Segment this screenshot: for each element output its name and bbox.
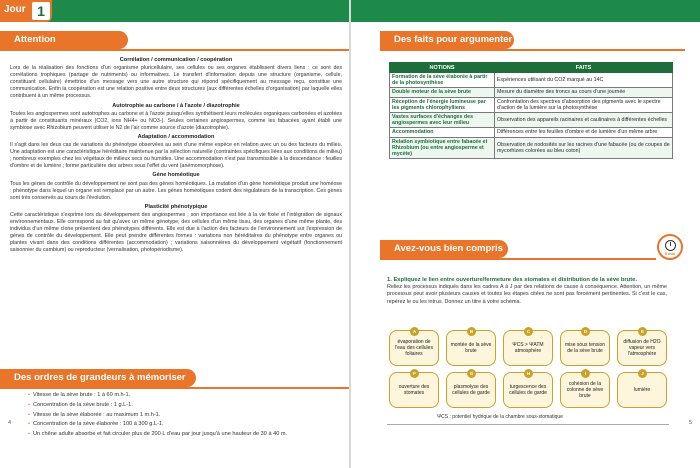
fait-cell: Observation de nodosités sur les racines d'une fabacée (ou de coupes de mycorhizes colorées au bleu coton) xyxy=(495,137,673,159)
card-letter: H xyxy=(524,369,533,378)
card-letter: D xyxy=(581,327,590,336)
notion-cell: Accommodation xyxy=(390,128,495,137)
notion-cell: Relation symbiotique entre fabacée et Rhizobium (ou entre angiosperme et mycète) xyxy=(390,137,495,159)
table-header-row xyxy=(390,63,673,73)
card-letter: I xyxy=(581,369,590,378)
section-heading-homeotique: Gène homéotique xyxy=(152,172,200,179)
fait-cell: Confrontation des spectres d'absorption des pigments avec le spectre d'action de la lumière sur la photosynthèse xyxy=(495,97,673,112)
list-item: • Vitesse de la sève brute : 1 à 60 m.h-1. xyxy=(28,391,328,401)
stopwatch-icon xyxy=(657,234,683,260)
table-row xyxy=(390,97,673,112)
compris-underline xyxy=(380,258,656,260)
card-letter: J xyxy=(638,369,647,378)
card-letter: G xyxy=(467,369,476,378)
right-page xyxy=(351,0,700,468)
card-d xyxy=(560,330,610,366)
faits-banner xyxy=(380,31,514,49)
day-tab xyxy=(0,0,52,22)
table-row xyxy=(390,73,673,88)
section-heading-correlation: Corrélation / communication / coopération xyxy=(119,57,233,63)
table-row xyxy=(390,88,673,97)
attention-title: Attention xyxy=(14,34,56,45)
card-a xyxy=(389,330,439,366)
header-notions: NOTIONS xyxy=(390,63,495,73)
ordres-title: Des ordres de grandeurs à mémoriser xyxy=(14,372,186,383)
section-text-homeotique: Tous les gènes de contrôle du développement ne sont pas des gènes homéotiques. La mutation d'un gène homéotique produit une homéose : phénotype dans lequel un organe est remplacé par un autre. Les gènes homéotiques codent des régulateurs de la transcription. Ces gènes sont très conservés au cours de l'évolution. xyxy=(10,180,342,201)
section-text-adaptation: Il s'agit dans les deux cas de variations du phénotype observées au sein d'une même espèce en relation avec un ou des facteurs du milieu. Une adaptation est une caractéristique héréditaire maintenue par la sélection naturelle (contraintes spécifiques liées aux conditions de milieu) ; nombreux exemples chez les végétaux de milieux secs ou humides. Une accommodation n'est pas transmissible à la descendance : feuilles d'ombre et de lumière ; forme particulière des arbres sous l'effet du vent (anémomorphose). xyxy=(10,142,342,170)
answer-line xyxy=(387,424,669,425)
card-letter: E xyxy=(638,327,647,336)
card-j xyxy=(617,372,667,408)
card-text: diffusion de H2O vapeur vers l'atmosphère xyxy=(623,338,661,358)
card-e xyxy=(617,330,667,366)
quiz-time: 5 min xyxy=(664,251,676,256)
section-heading-adaptation: Adaptation / accommodation xyxy=(137,133,215,140)
day-number: 1 xyxy=(32,2,50,20)
clock-face xyxy=(665,240,676,251)
compris-banner xyxy=(380,240,508,272)
list-item: • Concentration de la sève brute : 1 g.L-1. xyxy=(28,401,328,411)
page-number-right: 5 xyxy=(688,420,692,426)
card-letter: F xyxy=(410,369,419,378)
top-band xyxy=(351,0,700,22)
notion-cell: Vastes surfaces d'échanges des angiospermes avec leur milieu xyxy=(390,113,495,128)
question-block xyxy=(387,277,667,306)
card-g xyxy=(446,372,496,408)
fait-cell: Mesure du diamètre des troncs au cours d'une journée xyxy=(495,88,673,97)
card-f xyxy=(389,372,439,408)
list-item: • Concentration de la sève élaborée : 100 à 300 g.L-1. xyxy=(28,420,328,430)
card-letter: C xyxy=(524,327,533,336)
notion-cell: Formation de la sève élaborée à partir de la photosynthèse xyxy=(390,73,495,88)
attention-underline xyxy=(0,49,349,51)
card-text: plasmolyse des cellules de garde xyxy=(452,383,490,396)
compris-title: Avez-vous bien compris ? xyxy=(394,243,503,272)
card-text: montée de la sève brute xyxy=(450,341,492,354)
ordres-underline xyxy=(0,387,349,389)
card-letter: B xyxy=(467,327,476,336)
card-b xyxy=(446,330,496,366)
card-h xyxy=(503,372,553,408)
card-text: cohésion de la colonne de sève brute xyxy=(566,380,604,400)
fait-cell: Observation des appareils racinaires et caulinaires à différentes échelles xyxy=(495,113,673,128)
left-page xyxy=(0,0,349,468)
section-text-plasticite: Cette caractéristique s'exprime lors du développement des angiospermes ; son importance est liée à la vie fixée et l'intégration de signaux environnementaux. Elle correspond au fait qu'avec un même génotype, des cellules d'un même tissu, des organes d'une même plante, des individus d'un même clone présentent des phénotypes différents. Elle est due à l'action des facteurs de l'environnement sur l'expression de gènes de contrôle du développement. Elle peut prendre différentes formes : variations non héréditaires du phénotype entre organes ou plantes vivant dans des conditions différentes (accommodation) ; variations saisonnières du développement végétatif (fonctionnement saisonnier du cambium) ou reproducteur (vernalisation, photopériodisme). xyxy=(10,211,342,254)
attention-banner xyxy=(0,31,128,49)
ordres-list xyxy=(28,391,328,440)
card-text: lumière xyxy=(633,386,651,393)
table-row xyxy=(390,128,673,137)
notion-cell: Réception de l'énergie lumineuse par les pigments chlorophylliens xyxy=(390,97,495,112)
card-text: mise sous tension de la sève brute xyxy=(564,341,606,354)
day-label: Jour xyxy=(4,4,26,15)
page-number-left: 4 xyxy=(8,420,12,426)
card-text: évaporation de l'eau des cellules foliaires xyxy=(395,338,433,358)
card-c xyxy=(503,330,553,366)
faits-underline xyxy=(380,49,685,51)
section-heading-autotrophie: Autotrophie au carbone / à l'azote / diazotrophie xyxy=(112,102,240,109)
fait-cell: Expériences utilisant du CO2 marqué au 14C xyxy=(495,73,673,88)
header-faits: FAITS xyxy=(495,63,673,73)
card-text: turgescence des cellules de garde xyxy=(509,383,547,396)
card-i xyxy=(560,372,610,408)
section-text-autotrophie: Toutes les angiospermes sont autotrophes au carbone et à l'azote puisqu'elles synthétisent leurs molécules organiques carbonées et azotées à partir de constituants minéraux (CO2, ions NH4+ ou NO3-). Seules certaines angiospermes, comme les fabacées ayant établi une symbiose avec Rhizobium peuvent utiliser le N2 de l'air comme source d'azote (diazotrophie). xyxy=(10,110,342,131)
table-row xyxy=(390,113,673,128)
card-text: ΨCS > ΨATM atmosphère xyxy=(512,341,544,354)
notion-cell: Double moteur de la sève brute xyxy=(390,88,495,97)
question-title: 1. Expliquez le lien entre ouverture/fermeture des stomates et distribution de la sève brute. xyxy=(387,277,637,283)
question-text: Reliez les processus indiqués dans les cadres A à J par des relations de cause à conséquence. Attention, un même processus peut avoir plusieurs causes et toutes les étapes citées ne sont pas forcément pertinentes. Si c'est le cas, repérez le ou les intrus. Donnez un titre à votre schéma. xyxy=(387,284,667,305)
card-text: ouverture des stomates xyxy=(398,383,430,396)
top-band xyxy=(0,0,349,22)
fait-cell: Différences entre les feuilles d'ombre et de lumière d'un même arbre xyxy=(495,128,673,137)
list-item: • Un chêne adulte absorbe et fait circuler plus de 200 L d'eau par jour jusqu'à une hauteur de 30 à 40 m. xyxy=(28,430,328,440)
faits-title: Des faits pour argumenter xyxy=(394,34,513,45)
psi-note: ΨCS : potentiel hydrique de la chambre sous-stomatique xyxy=(437,414,563,420)
ordres-banner xyxy=(0,369,196,387)
section-heading-plasticite: Plasticité phénotypique xyxy=(144,203,208,210)
list-item: • Vitesse de la sève élaborée : au maximum 1 m.h-1. xyxy=(28,411,328,421)
section-text-correlation: Lors de la réalisation des fonctions d'un organisme pluricellulaire, ses cellules ou ses organes établissent divers liens : ce sont des corrélations trophiques (partage de nutriments) ou informatives. Le transfert d'information depuis une structure (organisme, cellule, constituant cellulaire) émettrice d'un message vers une autre structure qui répond spécifiquement au message reçu, constitue une communication. Enfin la coopération est une relation positive entre deux structures (aux différentes échelles d'organisation) par laquelle elles contribuent à un même processus. xyxy=(10,65,342,100)
facts-table xyxy=(389,62,673,159)
table-row xyxy=(390,137,673,159)
attention-content xyxy=(10,55,342,255)
card-letter: A xyxy=(410,327,419,336)
